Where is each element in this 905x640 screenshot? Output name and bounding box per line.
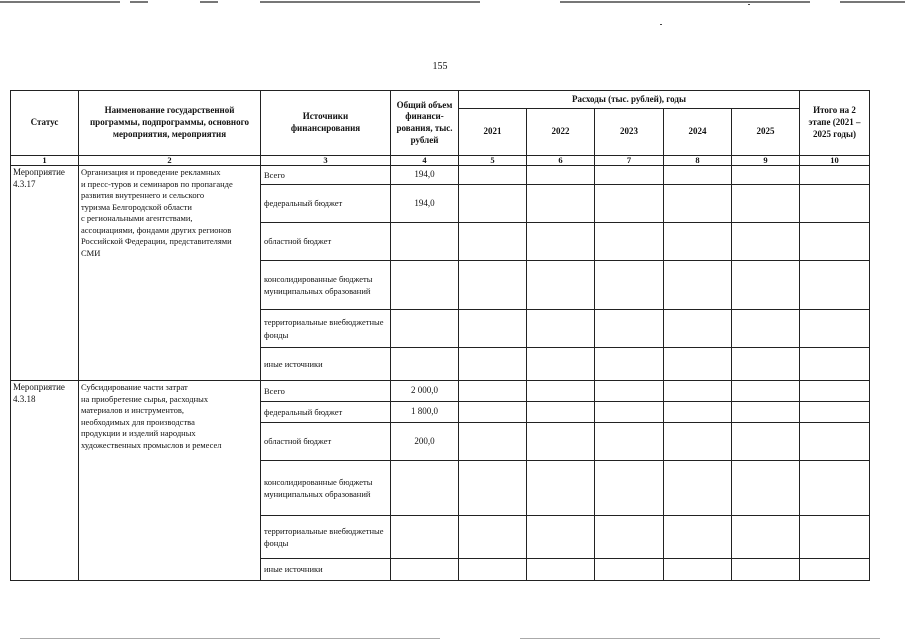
header-name: Наименование государственной программы, подпрограммы, основного мероприятия, мероприятия	[79, 91, 261, 156]
activity-name	[79, 166, 261, 381]
activity-name-line: Субсидирование части затрат	[81, 382, 188, 392]
header-year: 2025	[732, 109, 800, 156]
financing-table-wrap	[10, 90, 870, 581]
column-index: 3	[261, 156, 391, 166]
funding-source: консолидированные бюджеты муниципальных образований	[261, 461, 391, 516]
activity-name-line: материалов и инструментов,	[81, 405, 184, 415]
scan-top-edge	[0, 0, 905, 4]
funding-source: территориальные внебюджетные фонды	[261, 516, 391, 559]
scan-speck	[748, 4, 750, 5]
scan-speck	[660, 24, 662, 25]
funding-source: областной бюджет	[261, 423, 391, 461]
funding-source: иные источники	[261, 559, 391, 581]
header-stage-total: Итого на 2 этапе (2021 – 2025 годы)	[800, 91, 870, 156]
funding-source: областной бюджет	[261, 223, 391, 261]
activity-name-line: на приобретение сырья, расходных	[81, 393, 209, 404]
column-index-row	[11, 156, 870, 166]
funding-total: 2 000,0	[391, 381, 459, 402]
activity-name-line: необходимых для производства	[81, 416, 195, 427]
funding-total	[391, 348, 459, 381]
funding-source: Всего	[261, 381, 391, 402]
header-expenses-group: Расходы (тыс. рублей), годы	[459, 91, 800, 109]
column-index: 1	[11, 156, 79, 166]
activity-name-line: Организация и проведение рекламных	[81, 167, 221, 177]
table-row	[11, 166, 870, 185]
activity-name-line: и пресс-туров и семинаров по пропаганде	[81, 178, 233, 189]
header-status: Статус	[11, 91, 79, 156]
funding-source: федеральный бюджет	[261, 185, 391, 223]
activity-name-line: развития внутреннего и сельского	[81, 190, 205, 200]
funding-total	[391, 559, 459, 581]
column-index: 5	[459, 156, 527, 166]
header-year: 2021	[459, 109, 527, 156]
column-index: 9	[732, 156, 800, 166]
funding-total	[391, 261, 459, 310]
column-index: 10	[800, 156, 870, 166]
activity-name-line: с региональными агентствами,	[81, 213, 193, 223]
funding-source: иные источники	[261, 348, 391, 381]
header-year: 2024	[664, 109, 732, 156]
header-year: 2023	[595, 109, 664, 156]
funding-source: консолидированные бюджеты муниципальных образований	[261, 261, 391, 310]
header-year: 2022	[527, 109, 595, 156]
activity-name	[79, 381, 261, 581]
page-number: 155	[432, 61, 448, 72]
column-index: 8	[664, 156, 732, 166]
column-index: 4	[391, 156, 459, 166]
activity-name-line: ассоциациями, фондами других регионов	[81, 224, 232, 235]
column-index: 7	[595, 156, 664, 166]
funding-total: 194,0	[391, 185, 459, 223]
funding-total	[391, 310, 459, 348]
column-index: 2	[79, 156, 261, 166]
funding-total	[391, 223, 459, 261]
financing-table	[10, 90, 870, 581]
column-index: 6	[527, 156, 595, 166]
header-total-volume: Общий объем финанси-рования, тыс. рублей	[391, 91, 459, 156]
funding-source: территориальные внебюджетные фонды	[261, 310, 391, 348]
header-sources: Источники финансирования	[261, 91, 391, 156]
funding-total: 200,0	[391, 423, 459, 461]
activity-name-line: продукции и изделий народных	[81, 428, 196, 438]
funding-total	[391, 461, 459, 516]
activity-name-line: Российской Федерации, представителями	[81, 236, 232, 246]
table-row	[11, 381, 870, 402]
activity-name-line: СМИ	[81, 247, 101, 258]
activity-name-line: художественных промыслов и ремесел	[81, 439, 222, 450]
activity-status: Мероприятие 4.3.18	[11, 381, 79, 581]
funding-source: федеральный бюджет	[261, 402, 391, 423]
funding-source: Всего	[261, 166, 391, 185]
activity-name-line: туризма Белгородской области	[81, 201, 192, 212]
activity-status: Мероприятие 4.3.17	[11, 166, 79, 381]
funding-total: 194,0	[391, 166, 459, 185]
funding-total	[391, 516, 459, 559]
funding-total: 1 800,0	[391, 402, 459, 423]
